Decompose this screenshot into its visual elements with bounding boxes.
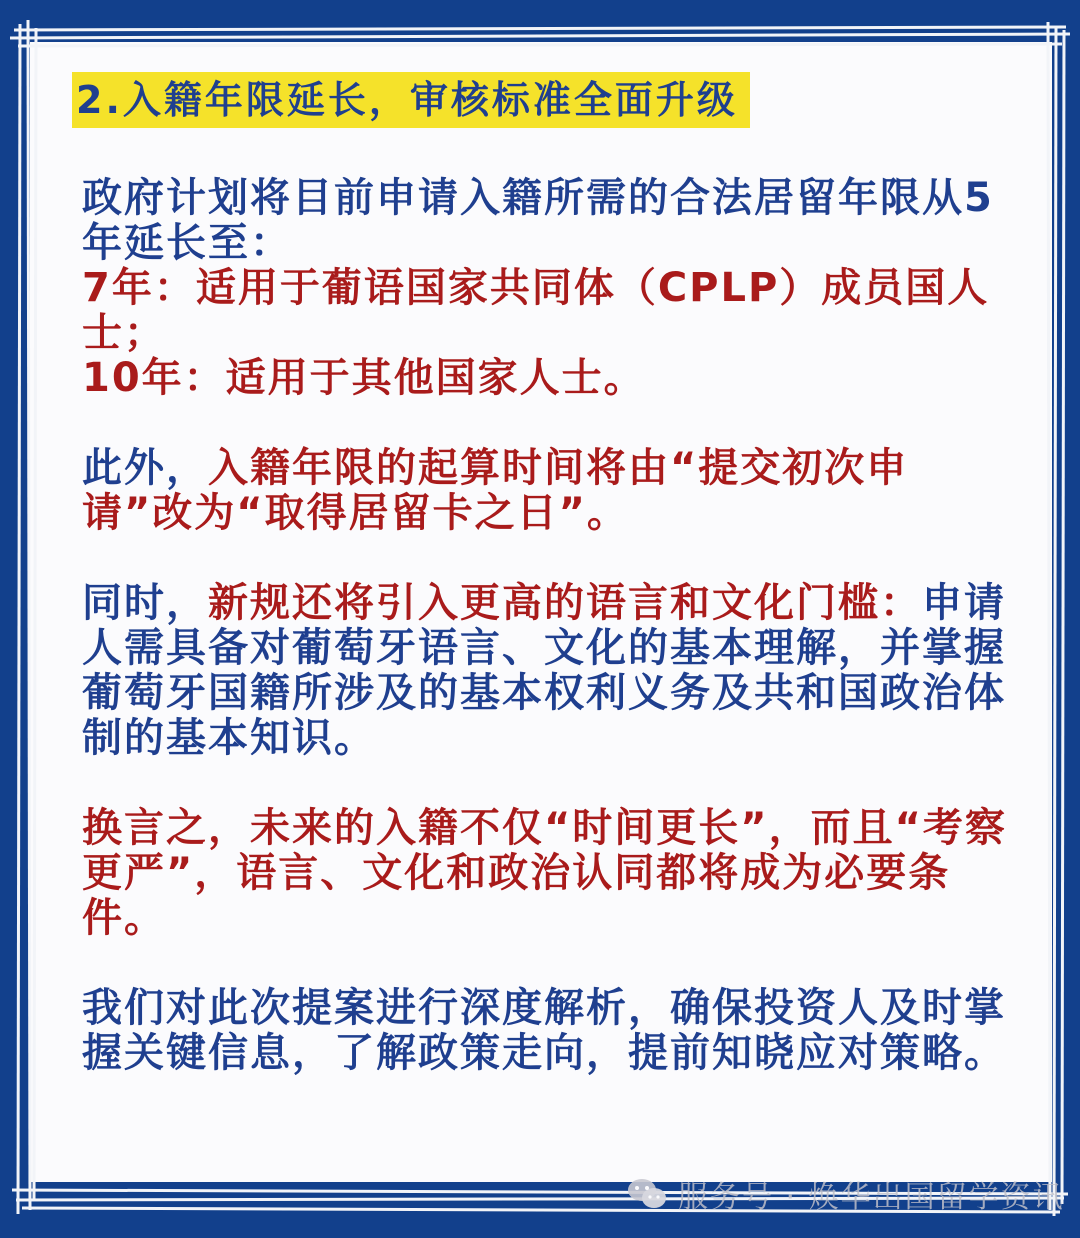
wechat-icon: [626, 1176, 668, 1212]
body-text: 申请人需具备对葡萄牙语言、文化的基本理解，并掌握葡萄牙国籍所涉及的基本权利义务及共和国政治体制的基本知识。: [82, 580, 1006, 761]
paragraph-intro: 政府计划将目前申请入籍所需的合法居留年限从5年延长至：: [82, 175, 994, 266]
rule-other-countries: 10年：适用于其他国家人士。: [82, 355, 646, 401]
paragraph-conclusion: 我们对此次提案进行深度解析，确保投资人及时掌握关键信息，了解政策走向，提前知晓应对策略。: [82, 985, 1006, 1076]
highlight-text: 入籍年限的起算时间将由“提交初次申请”改为“取得居留卡之日”。: [82, 445, 909, 536]
paragraph-summary: 换言之，未来的入籍不仅“时间更长”，而且“考察更严”，语言、文化和政治认同都将成为必要条件。: [82, 805, 1007, 941]
rule-cplp: 7年：适用于葡语国家共同体（CPLP）成员国人士；: [82, 265, 990, 356]
paragraph-language-threshold: [82, 581, 1012, 761]
paragraph-lead: 此外，: [82, 445, 208, 491]
watermark-text: 服务号 · 焕华出国留学资讯: [678, 1180, 1065, 1215]
paragraph-start-date: [82, 446, 1012, 536]
paragraph-lead: 同时，: [82, 580, 208, 626]
watermark: [626, 1170, 1065, 1218]
section-heading: 2.入籍年限延长，审核标准全面升级: [72, 72, 750, 128]
highlight-text: 新规还将引入更高的语言和文化门槛：: [208, 580, 922, 626]
article-content: [76, 72, 1012, 1076]
